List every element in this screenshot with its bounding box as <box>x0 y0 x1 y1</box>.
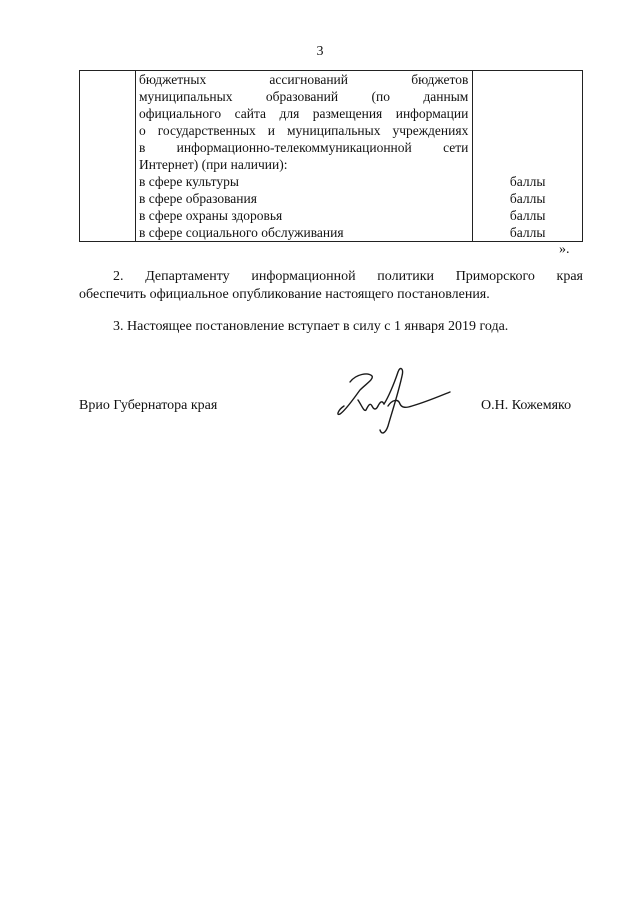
description-line: о государственных и муниципальных учреждениях <box>138 123 469 138</box>
list-item: в сфере социального обслуживания <box>138 225 344 240</box>
list-item: в сфере культуры <box>138 174 239 189</box>
closing-quote: ». <box>559 242 570 257</box>
unit-label: баллы <box>509 208 546 223</box>
list-item: в сфере охраны здоровья <box>138 208 283 223</box>
page-number: 3 <box>316 44 324 59</box>
unit-label: баллы <box>509 225 546 240</box>
unit-label: баллы <box>509 191 546 206</box>
paragraph-2-line-2: обеспечить официальное опубликование настоящего постановления. <box>79 287 490 302</box>
indicator-table <box>79 70 583 242</box>
paragraph-2-line-1: 2. Департаменту информационной политики Приморского края <box>113 269 583 284</box>
table-row <box>80 71 583 242</box>
unit-label: баллы <box>509 174 546 189</box>
description-line: муниципальных образований (по данным <box>138 89 469 104</box>
handwritten-signature-icon <box>322 360 462 440</box>
signatory-name: О.Н. Кожемяко <box>481 398 572 413</box>
table-cell-units <box>473 71 583 242</box>
table-cell-description <box>135 71 472 242</box>
paragraph-2 <box>79 268 583 304</box>
list-item: в сфере образования <box>138 191 257 206</box>
table-cell-number <box>80 71 136 242</box>
description-line: в информационно-телекоммуникационной сети <box>138 140 469 155</box>
paragraph-3: 3. Настоящее постановление вступает в силу с 1 января 2019 года. <box>113 319 509 334</box>
signatory-title: Врио Губернатора края <box>79 398 218 413</box>
description-line: бюджетных ассигнований бюджетов <box>138 72 469 87</box>
description-line: Интернет) (при наличии): <box>138 157 288 172</box>
description-line: официального сайта для размещения информации <box>138 106 469 121</box>
